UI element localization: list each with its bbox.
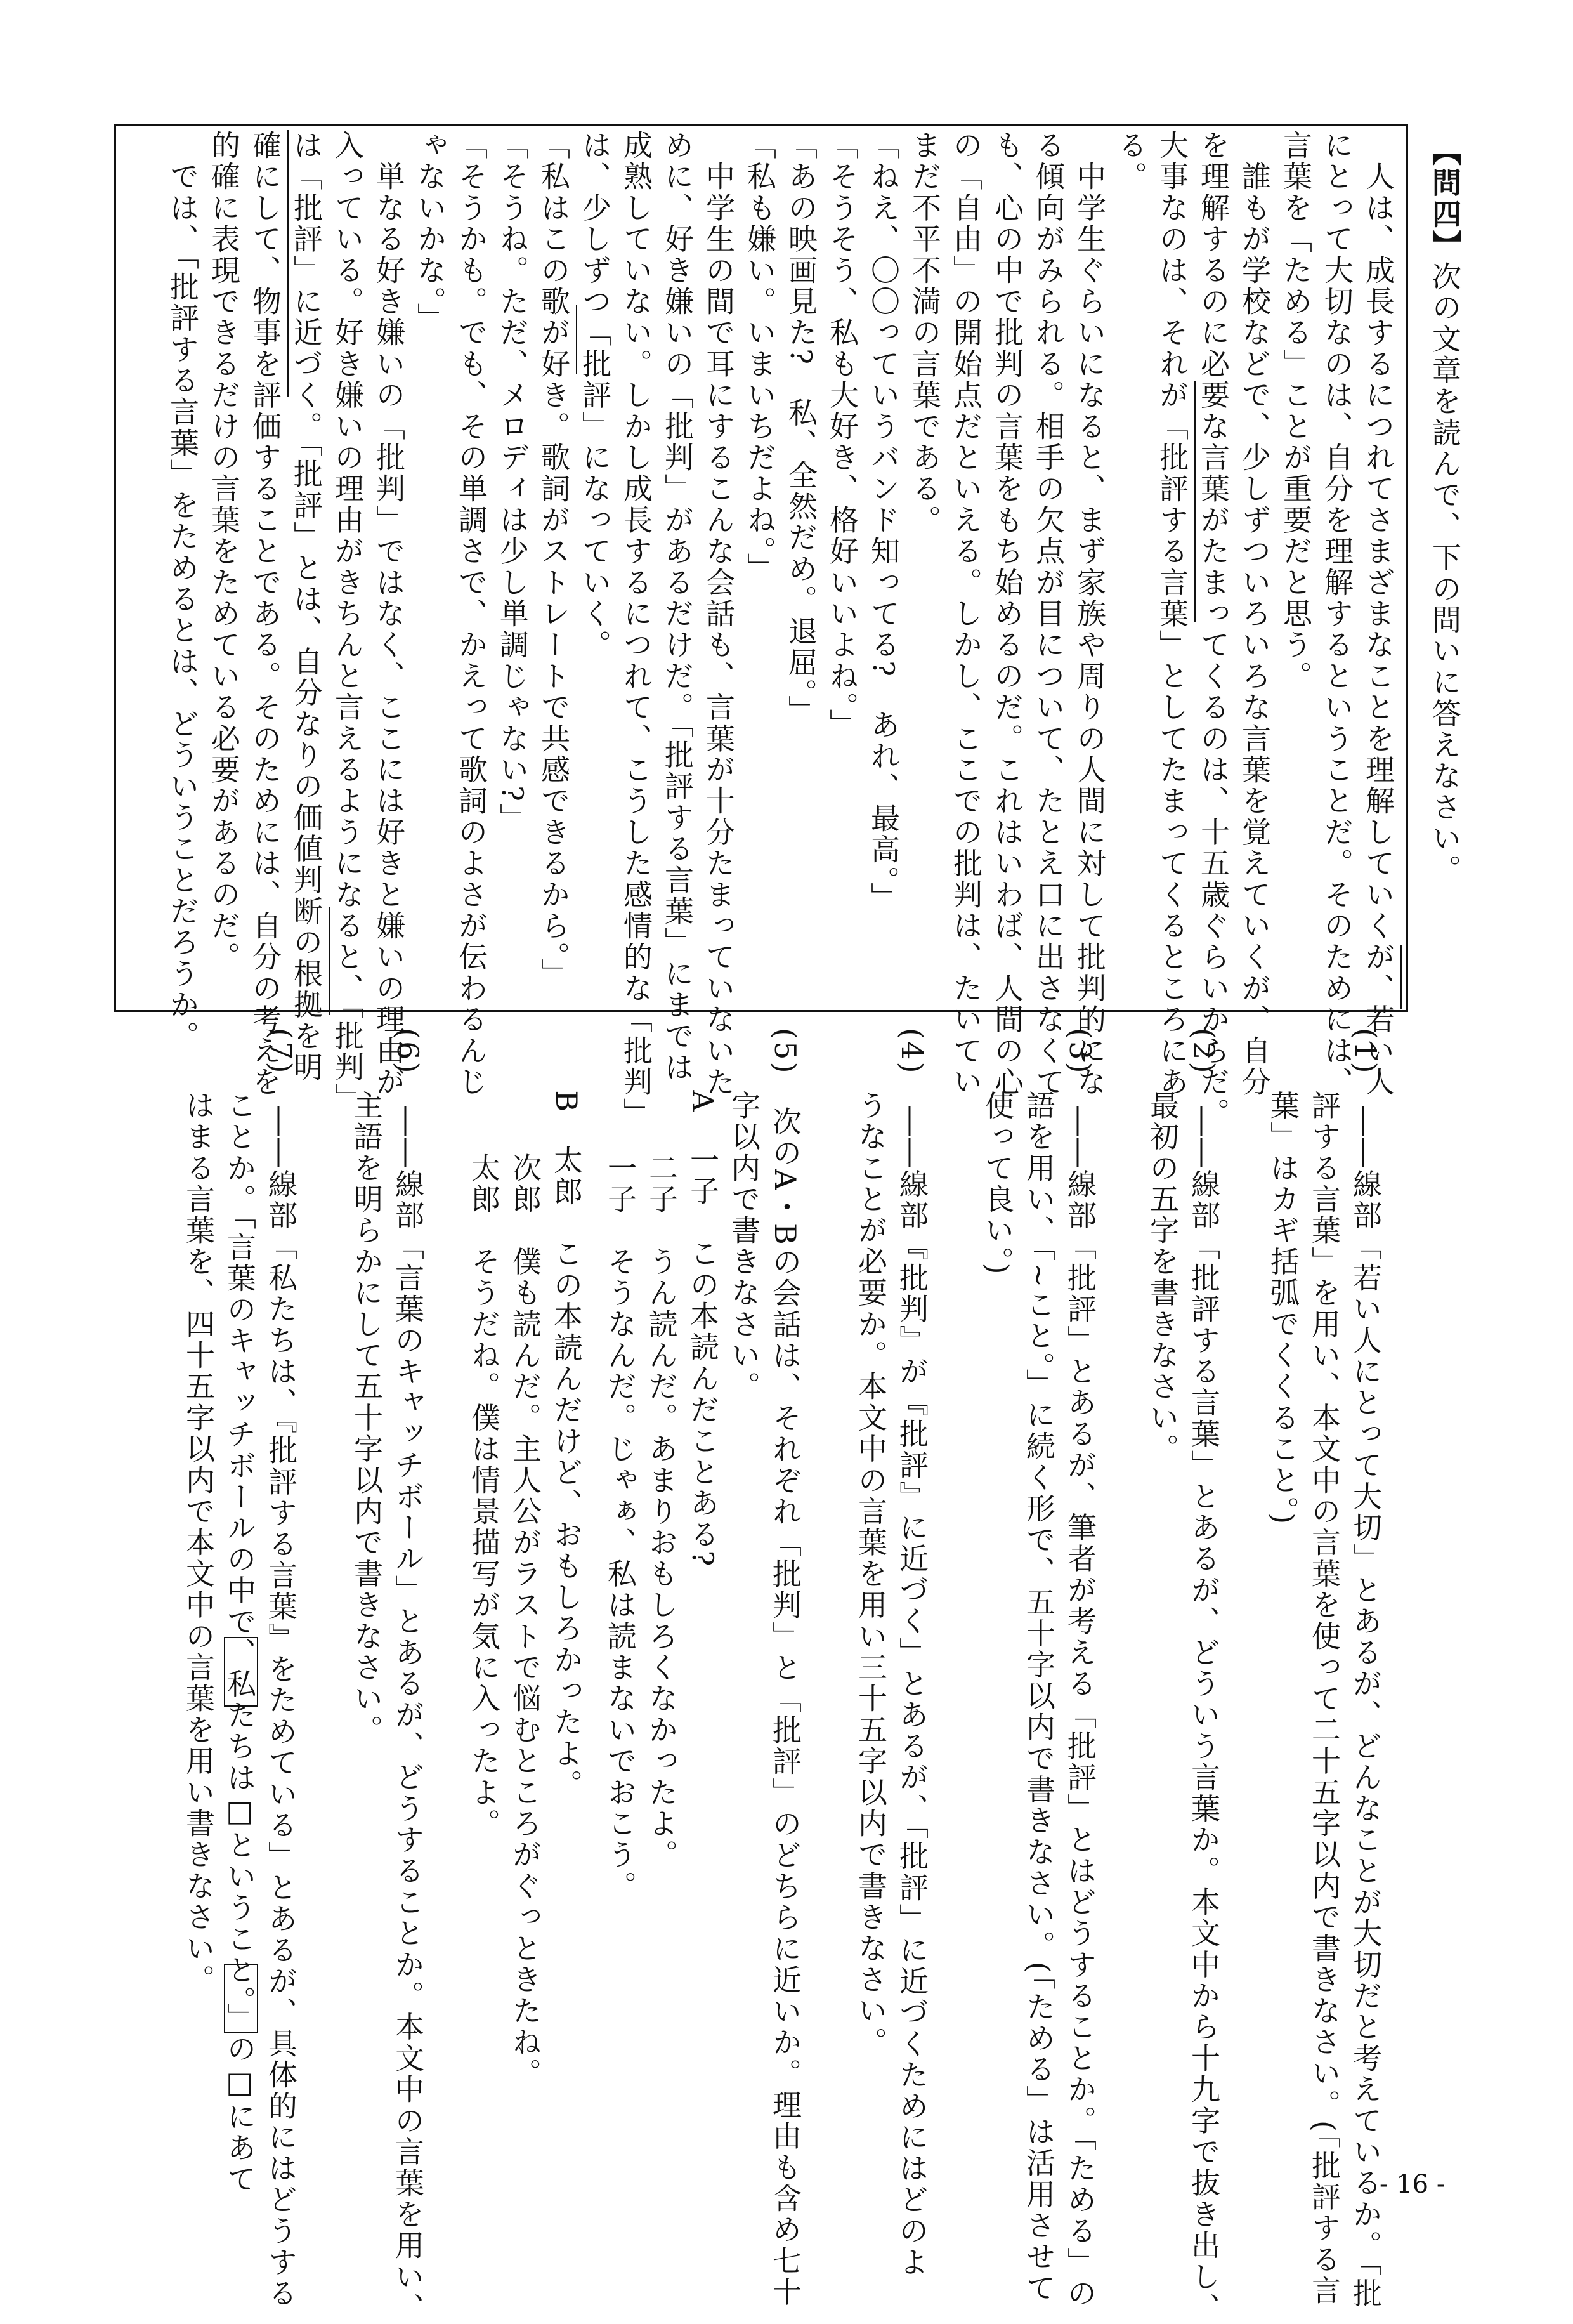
passage-line: は、少しずつ「批評」になっていく。	[578, 130, 612, 661]
question-line: 次郎 僕も読んだ。主人公がラストで悩むところがぐっときたね。	[508, 1028, 542, 2089]
question-line: ことか。「言葉のキャッチボールの中で、私たちは□ということ。」の□にあて	[223, 1028, 257, 2195]
passage-line: 成熟していない。しかし成長するにつれて、こうした感情的な「批判」	[619, 130, 653, 1129]
passage-line: 「ねえ、〇〇っていうバンド知ってる? あれ、最高。」	[866, 130, 901, 914]
question-line: B 太郎 この本読んだけど、おもしろかったよ。	[549, 1028, 584, 1801]
passage-line: 誰もが学校などで、少しずついろいろな言葉を覚えていくが、自分	[1237, 130, 1272, 1098]
passage-line: ゃないかな。」	[413, 130, 447, 334]
question-line: 二子 うん読んだ。あまりおもしろくなかったよ。	[644, 1028, 679, 1871]
answer-blank-box	[224, 1637, 258, 1707]
question-line: 使って良い。)	[981, 1028, 1015, 1277]
sideline-mark	[287, 130, 289, 397]
passage-line: 中学生ぐらいになると、まず家族や周りの人間に対して批判的にな	[1073, 130, 1107, 1098]
question-line: (7) ――線部「私たちは、『批評する言葉』をためている」とあるが、具体的にはどうする	[264, 1028, 298, 2309]
page-number: - 16 -	[1380, 2170, 1446, 2199]
sideline-mark	[1400, 945, 1402, 1009]
question-line: A 一子 この本読んだことある?	[686, 1028, 720, 1568]
question-line: はまる言葉を、四十五字以内で本文中の言葉を用い書きなさい。	[181, 1028, 216, 1996]
question-line: 字以内で書きなさい。	[727, 1028, 761, 1403]
passage-line: 中学生の間で耳にするこんな会話も、言葉が十分たまっていないた	[702, 130, 736, 1098]
question-line: 最初の五字を書きなさい。	[1145, 1028, 1180, 1465]
question-number-label: 【問四】	[1428, 136, 1462, 261]
question-line: (6) ――線部「言葉のキャッチボール」とあるが、どうすることか。本文中の言葉を用い、	[391, 1028, 425, 2324]
question-line: (2) ――線部「批評する言葉」とあるが、どういう言葉か。本文中から十九字で抜き出し、	[1187, 1028, 1221, 2324]
passage-line: る傾向がみられる。相手の欠点が目について、たとえ口に出さなくて	[1031, 130, 1066, 1098]
passage-line: る。	[1114, 130, 1148, 193]
sideline-mark	[576, 305, 577, 374]
question-line: 語を用い、「~こと。」に続く形で、五十字以内で書きなさい。(「ためる」は活用させて	[1022, 1028, 1056, 2304]
sideline-mark	[329, 907, 330, 1015]
passage-line: 人は、成長するにつれてさまざまなことを理解していくが、若い人	[1361, 130, 1395, 1098]
answer-blank-box	[224, 1964, 258, 2033]
passage-line: 「そうそう、私も大好き、格好いいよね。」	[825, 130, 859, 740]
passage-line: 言葉を「ためる」ことが重要だと思う。	[1279, 130, 1313, 692]
question-line: (3) ――線部「批評」とあるが、筆者が考える「批評」とはどうすることか。「ためる」の	[1063, 1028, 1097, 2309]
passage-line: まだ不平不満の言葉である。	[908, 130, 942, 536]
passage-line: 「そうかも。でも、その単調さで、かえって歌詞のよさが伝わるんじ	[454, 130, 488, 1098]
passage-line: も、心の中で批判の言葉をもち始めるのだ。これはいわば、人間の心	[990, 130, 1024, 1098]
question-line: 一子 そうなんだ。じゃぁ、私は読まないでおこう。	[603, 1028, 637, 1902]
question-line: (1) ――線部「若い人にとって大切」とあるが、どんなことが大切だと考えているか。「批	[1348, 1028, 1383, 2309]
question-line: 評する言葉」を用い、本文中の言葉を使って二十五字以内で書きなさい。(「批評する言	[1307, 1028, 1341, 2307]
question-line: (4) ――線部『批判』が『批評』に近づく」とあるが、「批評」に近づくためにはどのよ	[895, 1028, 929, 2278]
passage-line: 「私はこの歌が好き。歌詞がストレートで共感できるから。」	[537, 130, 571, 990]
question-line: 葉」はカギ括弧でくくること。)	[1266, 1028, 1300, 1526]
passage-line: 単なる好き嫌いの「批判」ではなく、ここには好きと嫌いの理由が	[372, 130, 406, 1098]
passage-line: の「自由」の開始点だといえる。しかし、ここでの批判は、たいてい	[949, 130, 983, 1098]
passage-line: では、「批評する言葉」をためるとは、どういうことだろうか。	[166, 130, 200, 1052]
question-instruction: 次の文章を読んで、下の問いに答えなさい。	[1428, 261, 1462, 886]
question-line: 主語を明らかにして五十字以内で書きなさい。	[349, 1028, 384, 1746]
passage-line: 的確に表現できるだけの言葉をためている必要があるのだ。	[207, 130, 241, 973]
question-line: (5) 次のA・Bの会話は、それぞれ「批判」と「批評」のどちらに近いか。理由も含め七十	[768, 1028, 802, 2308]
passage-line: 確にして、物事を評価することである。そのためには、自分の考えを	[248, 130, 282, 1098]
question-line: 太郎 そうだね。僕は情景描写が気に入ったよ。	[467, 1028, 501, 1840]
passage-line: を理解するのに必要な言葉がたまってくるのは、十五歳ぐらいからだ。	[1196, 130, 1230, 1129]
passage-line: 「私も嫌い。いまいちだよね。」	[743, 130, 777, 584]
passage-line: 「あの映画見た? 私、全然だめ。退屈。」	[784, 130, 818, 726]
sideline-mark	[1194, 381, 1196, 622]
question-line: うなことが必要か。本文中の言葉を用い三十五字以内で書きなさい。	[854, 1028, 888, 2058]
passage-line: 入っている。好き嫌いの理由がきちんと言えるようになると、「批判」	[330, 130, 365, 1115]
question-heading	[1428, 136, 1462, 886]
passage-line: にとって大切なのは、自分を理解するということだ。そのためには、	[1320, 130, 1354, 1098]
passage-line: は「批評」に近づく。「批評」とは、自分なりの価値判断の根拠を明	[289, 130, 323, 1084]
passage-line: めに、好き嫌いの「批判」があるだけだ。「批評する言葉」にまでは	[660, 130, 695, 1084]
passage-line: 「そうね。ただ、メロディは少し単調じゃない?」	[495, 130, 530, 835]
passage-line: 大事なのは、それが「批評する言葉」としてたまってくるところにあ	[1155, 130, 1189, 1098]
